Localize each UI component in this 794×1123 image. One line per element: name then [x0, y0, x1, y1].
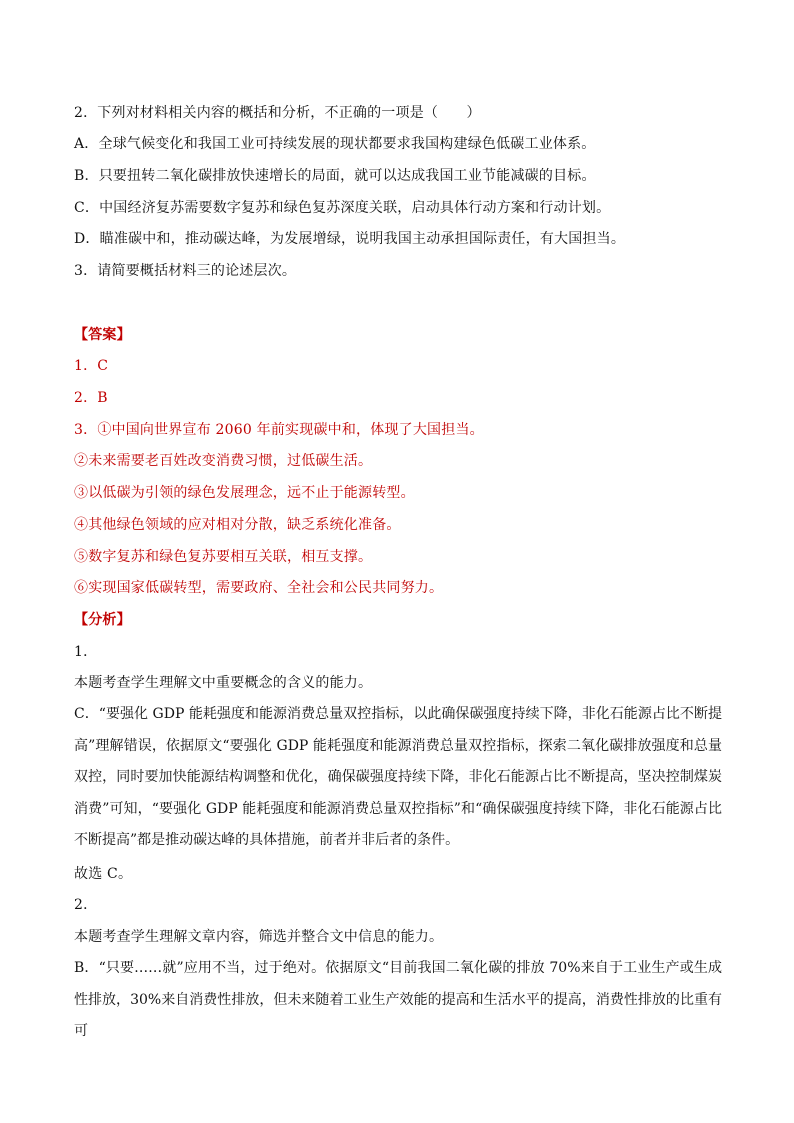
analysis-1-body: C．“要强化 GDP 能耗强度和能源消费总量双控指标，以此确保碳强度持续下降，非化石能源占比不断提高”理解错误，依据原文“要强化 GDP 能耗强度和能源消费总量双控指标，探索二氧化碳排放强度和总量双控，同时要加快能源结构调整和优化，确保碳强度持续下降，非化石能源占比不断提高，坚决控制煤炭消费”可知，“要强化 GDP 能耗强度和能源消费总量双控指标”和“确保碳强度持续下降，非化石能源占比不断提高”都是推动碳达峰的具体措施，前者并非后者的条件。 [74, 706, 722, 848]
analysis-1-conclusion: 故选 C。 [74, 866, 133, 882]
answer-3-item-4: ④其他绿色领域的应对相对分散，缺乏系统化准备。 [74, 517, 401, 533]
answer-3-lead: 3． [74, 422, 98, 438]
analysis-2-number: 2． [74, 897, 98, 913]
answer-heading: 【答案】 [74, 327, 131, 343]
answer-1: 1．C [74, 358, 109, 374]
question-2-option-c: C．中国经济复苏需要数字复苏和绿色复苏深度关联，启动具体行动方案和行动计划。 [74, 200, 611, 216]
answer-3-item-3: ③以低碳为引领的绿色发展理念，远不止于能源转型。 [74, 485, 415, 501]
analysis-heading: 【分析】 [74, 612, 131, 628]
question-2-option-d: D．瞄准碳中和，推动碳达峰，为发展增绿，说明我国主动承担国际责任，有大国担当。 [74, 231, 626, 247]
answer-3-item-text: ①中国向世界宣布 2060 年前实现碳中和，体现了大国担当。 [97, 422, 484, 438]
analysis-2-intro: 本题考查学生理解文章内容，筛选并整合文中信息的能力。 [74, 929, 444, 945]
answer-3-item-5: ⑤数字复苏和绿色复苏要相互关联，相互支撑。 [74, 549, 373, 565]
answer-2: 2．B [74, 390, 108, 406]
analysis-1-number: 1． [74, 644, 98, 660]
question-2-option-a: A．全球气候变化和我国工业可持续发展的现状都要求我国构建绿色低碳工业体系。 [74, 136, 596, 152]
answer-3-item-6: ⑥实现国家低碳转型，需要政府、全社会和公民共同努力。 [74, 580, 444, 596]
question-2-option-b: B．只要扭转二氧化碳排放快速增长的局面，就可以达成我国工业节能减碳的目标。 [74, 168, 596, 184]
analysis-1-intro: 本题考查学生理解文中重要概念的含义的能力。 [74, 675, 373, 691]
answer-3-item-1 [74, 421, 484, 439]
analysis-2-body: B．“只要……就”应用不当，过于绝对。依据原文“目前我国二氧化碳的排放 70%来自于工业生产或生成性排放，30%来自消费性排放，但未来随着工业生产效能的提高和生活水平的提高，消费性排放的比重有可 [74, 960, 722, 1039]
question-2-stem: 2．下列对材料相关内容的概括和分析，不正确的一项是（ ） [74, 105, 481, 121]
question-3-stem: 3．请简要概括材料三的论述层次。 [74, 263, 297, 279]
answer-3-item-2: ②未来需要老百姓改变消费习惯，过低碳生活。 [74, 453, 373, 469]
